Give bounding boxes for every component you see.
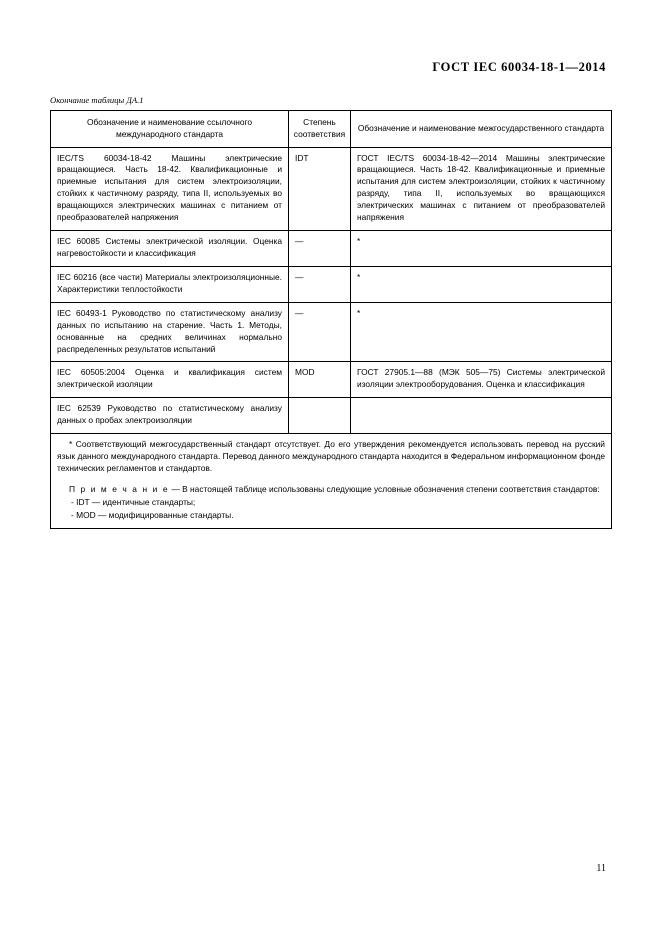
table-footnote-cell <box>51 434 612 529</box>
cell-degree: — <box>289 266 351 302</box>
cell-reference-standard: IEC/TS 60034-18-42 Машины электрические вращающиеся. Часть 18-42. Квалификационные и приемные испытания для систем электроизоляции, стойких к частичному разряду, типа II, используемых во вращающихся электрических машинах с питанием от преобразователей напряжения <box>51 147 289 231</box>
table-header-row <box>51 111 612 148</box>
cell-reference-standard: IEC 60493-1 Руководство по статистическому анализу данных по испытанию на старение. Часть 1. Методы, основанные на средних величинах нормально распределенных результатов испытаний <box>51 302 289 362</box>
cell-national-standard: * <box>351 302 612 362</box>
table-row <box>51 266 612 302</box>
cell-reference-standard: IEC 60216 (все части) Материалы электроизоляционные. Характеристики теплостойкости <box>51 266 289 302</box>
cell-national-standard: * <box>351 266 612 302</box>
cell-reference-standard: IEC 60505:2004 Оценка и квалификация систем электрической изоляции <box>51 362 289 398</box>
table-caption: Окончание таблицы ДА.1 <box>50 95 144 105</box>
table-row <box>51 302 612 362</box>
cell-national-standard: ГОСТ IEC/TS 60034-18-42—2014 Машины электрические вращающиеся. Часть 18-42. Квалификационные и приемные испытания для систем электроизоляции, стойких к частичному разряду, типа II, используемых во вращающихся электрических машинах с питанием от преобразователей напряжения <box>351 147 612 231</box>
column-header-degree: Степень соответствия <box>289 111 351 148</box>
correspondence-table <box>50 110 612 529</box>
cell-degree: — <box>289 302 351 362</box>
note-item: - IDT — идентичные стандарты; <box>71 496 196 507</box>
page-number: 11 <box>596 863 606 874</box>
column-header-reference: Обозначение и наименование ссылочного международного стандарта <box>51 111 289 148</box>
page-header-standard-number: ГОСТ IEC 60034-18-1—2014 <box>432 60 606 74</box>
cell-degree <box>289 398 351 434</box>
note-item: - MOD — модифицированные стандарты. <box>71 509 234 520</box>
cell-reference-standard: IEC 62539 Руководство по статистическому анализу данных о пробах электроизоляции <box>51 398 289 434</box>
cell-degree: MOD <box>289 362 351 398</box>
cell-national-standard: ГОСТ 27905.1—88 (МЭК 505—75) Системы электрической изоляции электрооборудования. Оценка и классификация <box>351 362 612 398</box>
column-header-national: Обозначение и наименование межгосударственного стандарта <box>351 111 612 148</box>
cell-reference-standard: IEC 60085 Системы электрической изоляции. Оценка нагревостойкости и классификация <box>51 231 289 267</box>
cell-degree: — <box>289 231 351 267</box>
table-note <box>57 484 605 496</box>
table-row <box>51 362 612 398</box>
note-label: П р и м е ч а н и е <box>69 483 170 494</box>
cell-degree: IDT <box>289 147 351 231</box>
table-footnote-row <box>51 434 612 529</box>
cell-national-standard: * <box>351 231 612 267</box>
table-row <box>51 398 612 434</box>
table-row <box>51 231 612 267</box>
cell-national-standard <box>351 398 612 434</box>
note-text: — В настоящей таблице использованы следующие условные обозначения степени соответствия стандартов: <box>171 483 600 494</box>
footnote-text: * Соответствующий межгосударственный стандарт отсутствует. До его утверждения рекомендуется использовать перевод на русский язык данного международного стандарта. Перевод данного международного стандарта находится в Федеральном информационном фонде технических регламентов и стандартов. <box>57 439 605 473</box>
table-row <box>51 147 612 231</box>
